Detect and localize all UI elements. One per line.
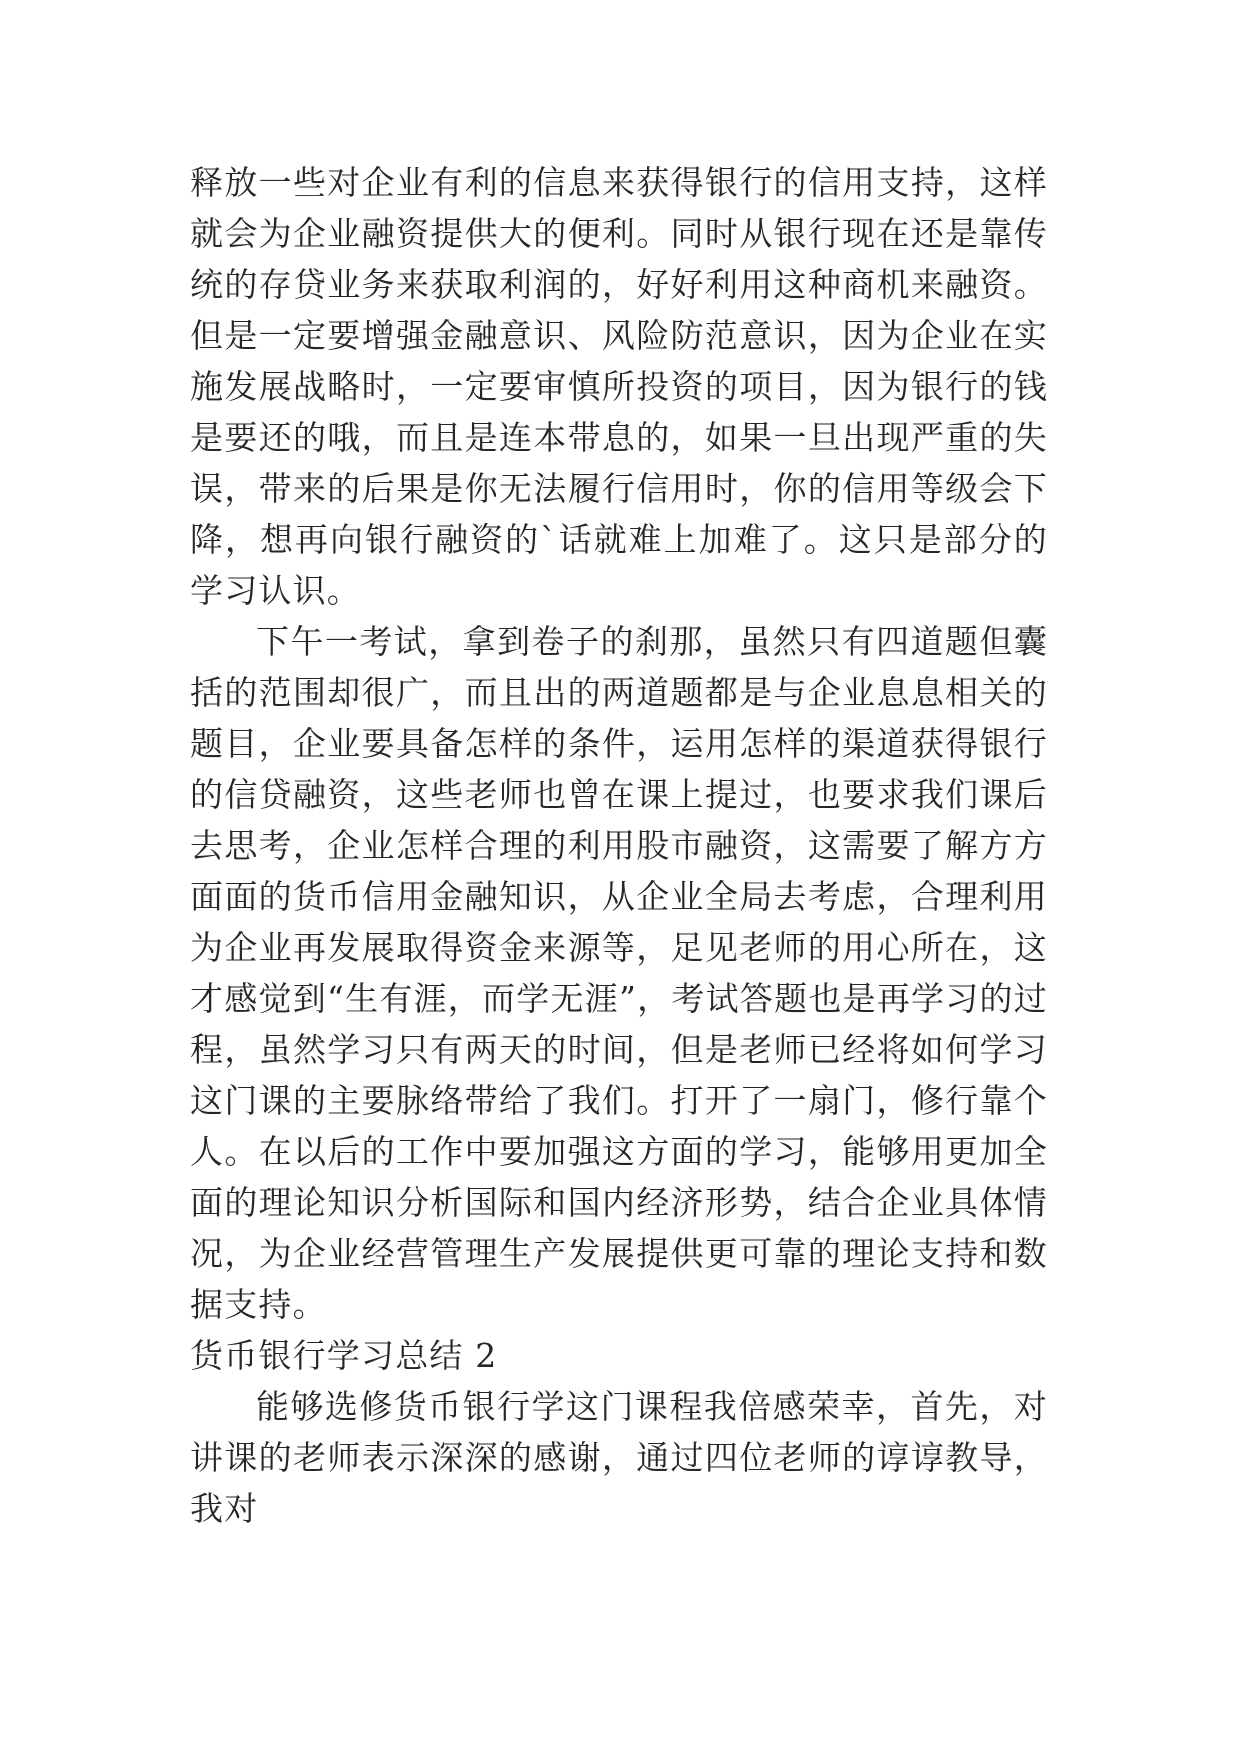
section-paragraph: 能够选修货币银行学这门课程我倍感荣幸，首先，对讲课的老师表示深深的感谢，通过四位老师的谆谆教导，我对 (190, 1387, 1048, 1528)
body-paragraph-1: 释放一些对企业有利的信息来获得银行的信用支持，这样就会为企业融资提供大的便利。同时从银行现在还是靠传统的存贷业务来获取利润的，好好利用这种商机来融资。但是一定要增强金融意识、风险防范意识，因为企业在实施发展战略时，一定要审慎所投资的项目，因为银行的钱是要还的哦，而且是连本带息的，如果一旦出现严重的失误，带来的后果是你无法履行信用时，你的信用等级会下降，想再向银行融资的`话就难上加难了。这只是部分的学习认识。 (190, 163, 1048, 610)
body-paragraph-2: 下午一考试，拿到卷子的刹那，虽然只有四道题但囊括的范围却很广，而且出的两道题都是与企业息息相关的题目，企业要具备怎样的条件，运用怎样的渠道获得银行的信贷融资，这些老师也曾在课上提过，也要求我们课后去思考，企业怎样合理的利用股市融资，这需要了解方方面面的货币信用金融知识，从企业全局去考虑，合理利用为企业再发展取得资金来源等，足见老师的用心所在，这才感觉到“生有涯，而学无涯”，考试答题也是再学习的过程，虽然学习只有两天的时间，但是老师已经将如何学习这门课的主要脉络带给了我们。打开了一扇门，修行靠个人。在以后的工作中要加强这方面的学习，能够用更加全面的理论知识分析国际和国内经济形势，结合企业具体情况，为企业经营管理生产发展提供更可靠的理论支持和数据支持。 (190, 622, 1048, 1324)
document-body (190, 157, 1048, 1534)
section-heading: 货币银行学习总结 2 (190, 1336, 498, 1375)
